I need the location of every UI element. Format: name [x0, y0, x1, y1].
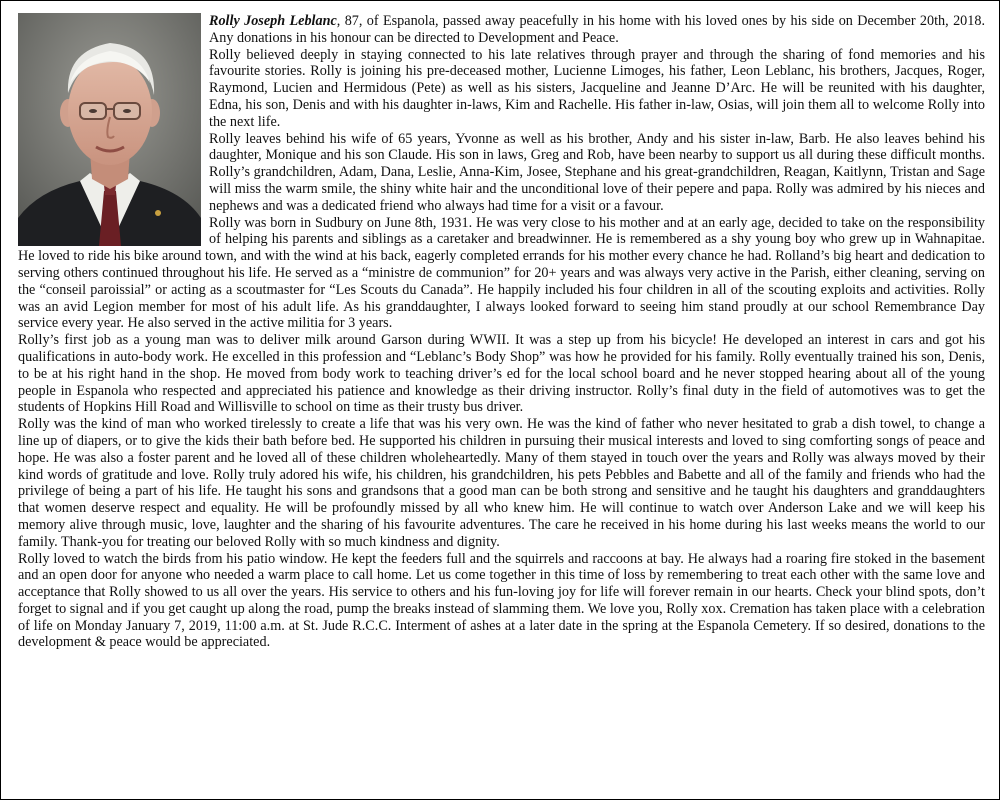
obituary-paragraph-career: Rolly’s first job as a young man was to deliver milk around Garson during WWII. It was a step up from his bicycle! He developed an interest in cars and got his qualifications in auto-body work. He excelled in this profession and “Leblanc’s Body Shop” was how he provided for his family. Rolly eventually trained his son, Denis, to be at his right hand in the shop. He moved from body work to teaching driver’s ed for the local school board and he never stopped hearing about all of the young people in Espanola who respected and appreciated his patience and knowledge as their driving instructor. Rolly’s final duty in the field of automotives was to get the students of Hopkins Hill Road and Willisville to school on time as their trusty bus driver.	[18, 332, 985, 416]
intro-text: , 87, of Espanola, passed away peacefully in his home with his loved ones by his side on December 20th, 2018. Any donations in his honour can be directed to Development and Peace.	[209, 13, 985, 46]
obituary-paragraph-closing: Rolly loved to watch the birds from his patio window. He kept the feeders full and the squirrels and raccoons at bay. He always had a roaring fire stoked in the basement and an open door for anyone who needed a warm place to call home. Let us come together in this time of loss by remembering to treat each other with the same love and acceptance that Rolly showed to us all over the years. His service to others and his fun-loving joy for life will forever remain in our hearts. Check your blind spots, don’t forget to signal and if you get caught up along the road, pump the breaks instead of slamming them. We love you, Rolly xox. Cremation has taken place with a celebration of life on Monday January 7, 2019, 11:00 a.m. at St. Jude R.C.C. Interment of ashes at a later date in the spring at the Espanola Cemetery. If so desired, donations to the development & peace would be appreciated.	[18, 550, 985, 651]
obituary-text	[18, 13, 985, 651]
portrait-figure	[18, 13, 201, 246]
obituary-paragraph-relatives: Rolly believed deeply in staying connected to his late relatives through prayer and through the sharing of fond memories and his favourite stories. Rolly is joining his pre-deceased mother, Lucienne Limoges, his father, Leon Leblanc, his brothers, Jacques, Roger, Raymond, Lucien and Hermidous (Pete) as well as his sisters, Jacqueline and Jeanne D’Arc. He will be reunited with his daughter, Edna, his son, Denis and with his daughter in-laws, Kim and Rachelle. His father in-law, Osias, will join them all to welcome Rolly into the next life.	[209, 46, 985, 130]
obituary-paragraph-early-life: Rolly was born in Sudbury on June 8th, 1931. He was very close to his mother and at an early age, decided to take on the responsibility of helping his parents and siblings as a caretaker and breadwinner. He is remembered as a shy young boy who grew up in Wahnapitae. He loved to ride his bike around town, and with the wind at his back, eagerly completed errands for his mother every chance he had. Rolland’s big heart and dedication to serving others continued throughout his life. He served as a “ministre de communion” for 20+ years and was always very active in the Parish, either cleaning, serving on the “conseil paroissial” or acting as a scoutmaster for “Les Scouts du Canada”. He happily included his four children in all of the scouting exploits and activities. Rolly was an avid Legion member for most of his adult life. As his granddaughter, I always looked forward to seeing him stand proudly at our school Remembrance Day service every year. He also served in the active militia for 3 years.	[18, 214, 985, 332]
obituary-paragraph-survivors: Rolly leaves behind his wife of 65 years, Yvonne as well as his brother, Andy and his sister in-law, Barb. He also leaves behind his daughter, Monique and his son Claude. His son in laws, Greg and Rob, have been nearby to support us all during these difficult months. Rolly’s grandchildren, Adam, Dana, Leslie, Anna-Kim, Josee, Stephane and his great-grandchildren, Reagan, Kaitlynn, Tristan and Sage will miss the warm smile, the shiny white hair and the unconditional love of their pepere and papa. Rolly was admired by his nieces and nephews and was a dedicated friend who always had time for a visit or a favour.	[209, 130, 985, 214]
deceased-name: Rolly Joseph Leblanc	[209, 13, 337, 29]
portrait-photo	[18, 13, 201, 246]
obituary-paragraph-family: Rolly was the kind of man who worked tirelessly to create a life that was his very own. He was the kind of father who never hesitated to grab a dish towel, to change a line up of diapers, or to give the kids their bath before bed. He supported his children in pursuing their musical interests and loved to sing comforting songs of peace and hope. He was also a foster parent and he loved all of these children wholeheartedly. Many of them stayed in touch over the years and Rolly was always moved by their kind words of gratitude and love. Rolly truly adored his wife, his children, his grandchildren, his pets Pebbles and Babette and all of the family and friends who had the privilege of being a part of his life. He taught his sons and grandsons that a good man can be both strong and sensitive and he taught his daughters and granddaughters that women deserve respect and equality. He will be profoundly missed by all who knew him. He will continue to watch over Anderson Lake and we will keep his memory alive through music, love, laughter and the sharing of his favourite adventures. The care he received in his home during his last weeks means the world to our family. Thank-you for treating our beloved Rolly with so much kindness and dignity.	[18, 416, 985, 550]
